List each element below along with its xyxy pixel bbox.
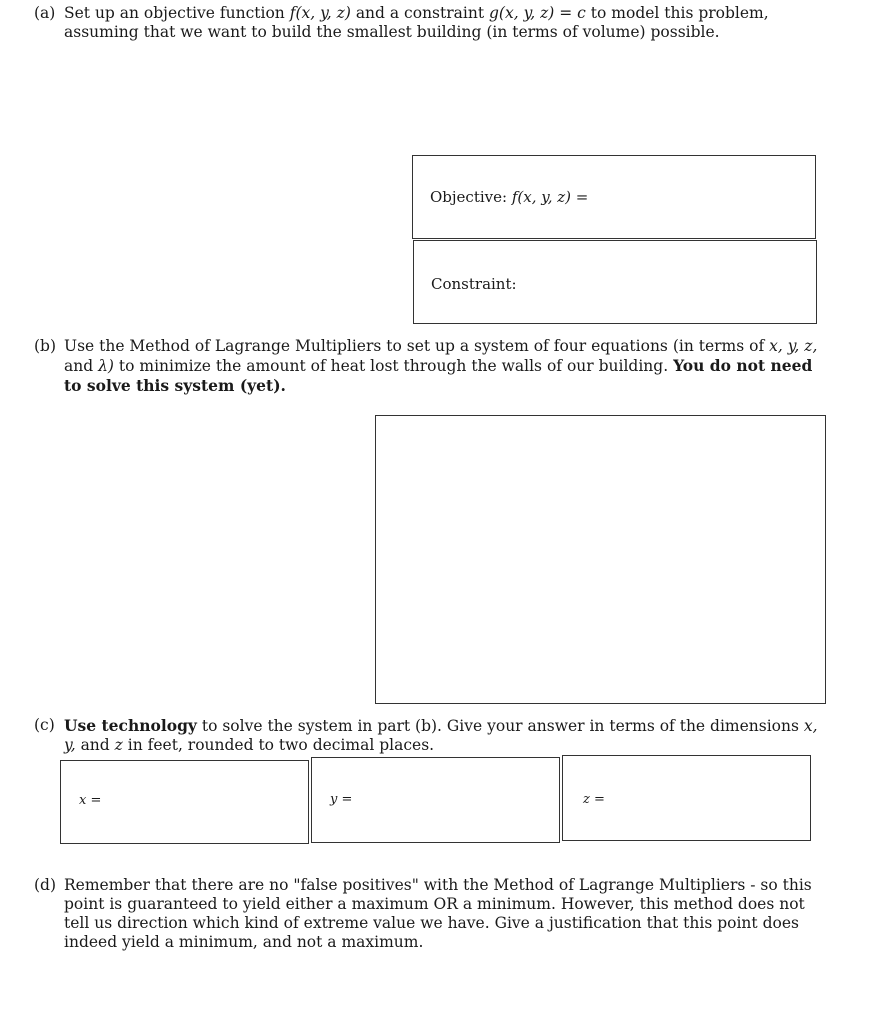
y-label: y = [330, 792, 353, 807]
part-c-label: (c) [34, 716, 55, 734]
part-d-label: (d) [34, 876, 57, 894]
constraint-answer-box[interactable] [413, 240, 817, 324]
objective-answer-box[interactable] [412, 155, 816, 239]
part-d-question [34, 876, 830, 952]
x-answer-box[interactable] [60, 760, 309, 844]
objective-label: Objective: [430, 188, 508, 206]
part-d-text: Remember that there are no "false positives" with the Method of Lagrange Multipliers - so this point is guaranteed to yield either a maximum OR a minimum. However, this method does not tell us direction which kind of extreme value we have. Give a justification that this point does indeed yield a minimum, and not a maximum. [64, 876, 812, 951]
part-c-text: Use technology to solve the system in part (b). Give your answer in terms of the dimensions x, y, and z in feet, rounded to two decimal places. [64, 716, 818, 754]
part-c-bold-text: Use technology [64, 716, 197, 735]
z-label: z = [583, 792, 605, 807]
part-c-question [34, 716, 824, 755]
y-answer-box[interactable] [311, 757, 560, 843]
objective-function-expr: f(x, y, z) [289, 4, 351, 22]
objective-expr: f(x, y, z) = [511, 188, 589, 206]
part-a-question [34, 4, 824, 42]
part-b-text: Use the Method of Lagrange Multipliers to set up a system of four equations (in terms of x, y, z, and λ) to minimize the amount of heat lost through the walls of our building. You do not need to solve this system (yet). [64, 337, 818, 395]
constraint-label: Constraint: [431, 275, 517, 293]
x-label: x = [79, 793, 102, 808]
part-a-text: Set up an objective function f(x, y, z) and a constraint g(x, y, z) = c to model this problem, assuming that we want to build the smallest building (in terms of volume) possible. [64, 4, 769, 41]
z-answer-box[interactable] [562, 755, 811, 841]
part-b-label: (b) [34, 337, 57, 355]
part-b-question [34, 337, 824, 396]
lagrange-system-answer-box[interactable] [375, 415, 826, 704]
part-b-bold-note: You do not need to solve this system (yet). [64, 356, 813, 395]
constraint-function-expr: g(x, y, z) = c [489, 4, 586, 22]
part-a-label: (a) [34, 4, 56, 22]
